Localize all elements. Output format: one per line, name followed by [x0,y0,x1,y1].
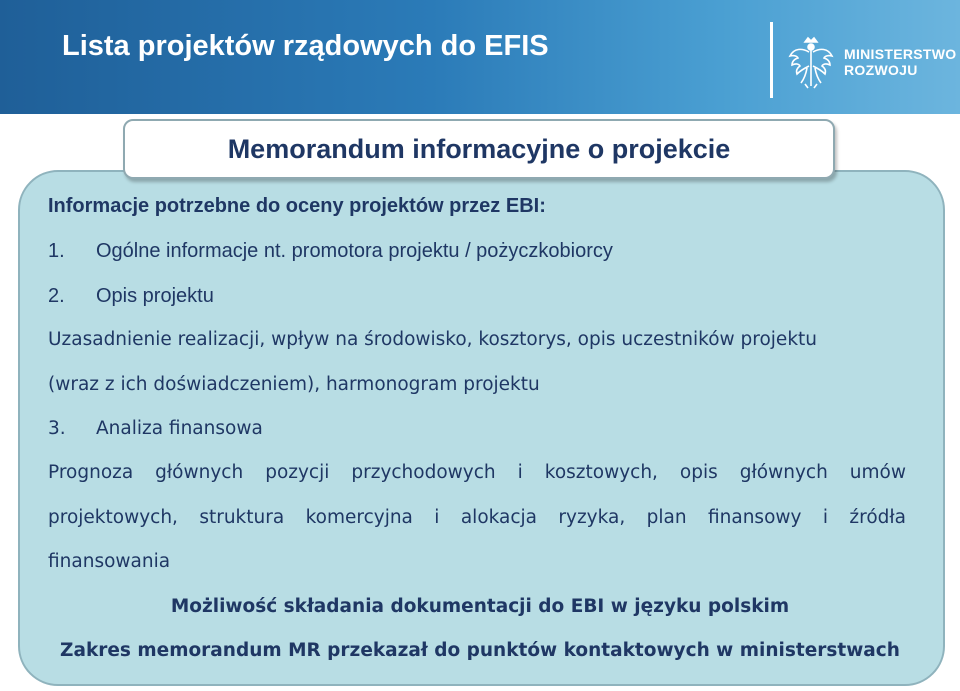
list-item-text: Ogólne informacje nt. promotora projektu / pożyczkobiorcy [96,240,613,262]
list-item-text: Opis projektu [96,285,214,307]
list-item-2 [48,285,214,308]
header-bar [0,0,960,114]
header-divider [770,22,773,98]
eagle-emblem-icon [788,36,834,90]
ministry-logo-text [844,46,956,78]
description-3-line-3: finansowania [48,551,171,572]
logo-line-2: ROZWOJU [844,62,918,78]
note-polish-language: Możliwość składania dokumentacji do EBI w języku polskim [170,596,790,617]
list-item-number: 1. [48,240,65,262]
memo-title: Memorandum informacyjne o projekcie [227,133,731,164]
logo-line-1: MINISTERSTWO [844,46,957,62]
description-3-line-1: Prognoza głównych pozycji przychodowych i kosztowych, opis głównych umów [48,462,906,483]
slide-title: Lista projektów rządowych do EFIS [62,30,549,62]
description-2-line-2: (wraz z ich doświadczeniem), harmonogram projektu [48,374,540,395]
list-item-number: 2. [48,285,65,307]
list-item-3 [48,418,263,439]
description-2-line-1: Uzasadnienie realizacji, wpływ na środowisko, kosztorys, opis uczestników projektu [48,329,818,350]
list-item-text: Analiza finansowa [96,418,263,439]
description-3-line-2: projektowych, struktura komercyjna i alokacja ryzyka, plan finansowy i źródła [48,507,906,528]
list-item-number: 3. [48,418,66,439]
list-item-1 [48,240,613,263]
memo-title-box [123,119,835,179]
note-memorandum-scope: Zakres memorandum MR przekazał do punktów kontaktowych w ministerstwach [60,640,900,661]
intro-heading: Informacje potrzebne do oceny projektów przez EBI: [48,195,546,217]
